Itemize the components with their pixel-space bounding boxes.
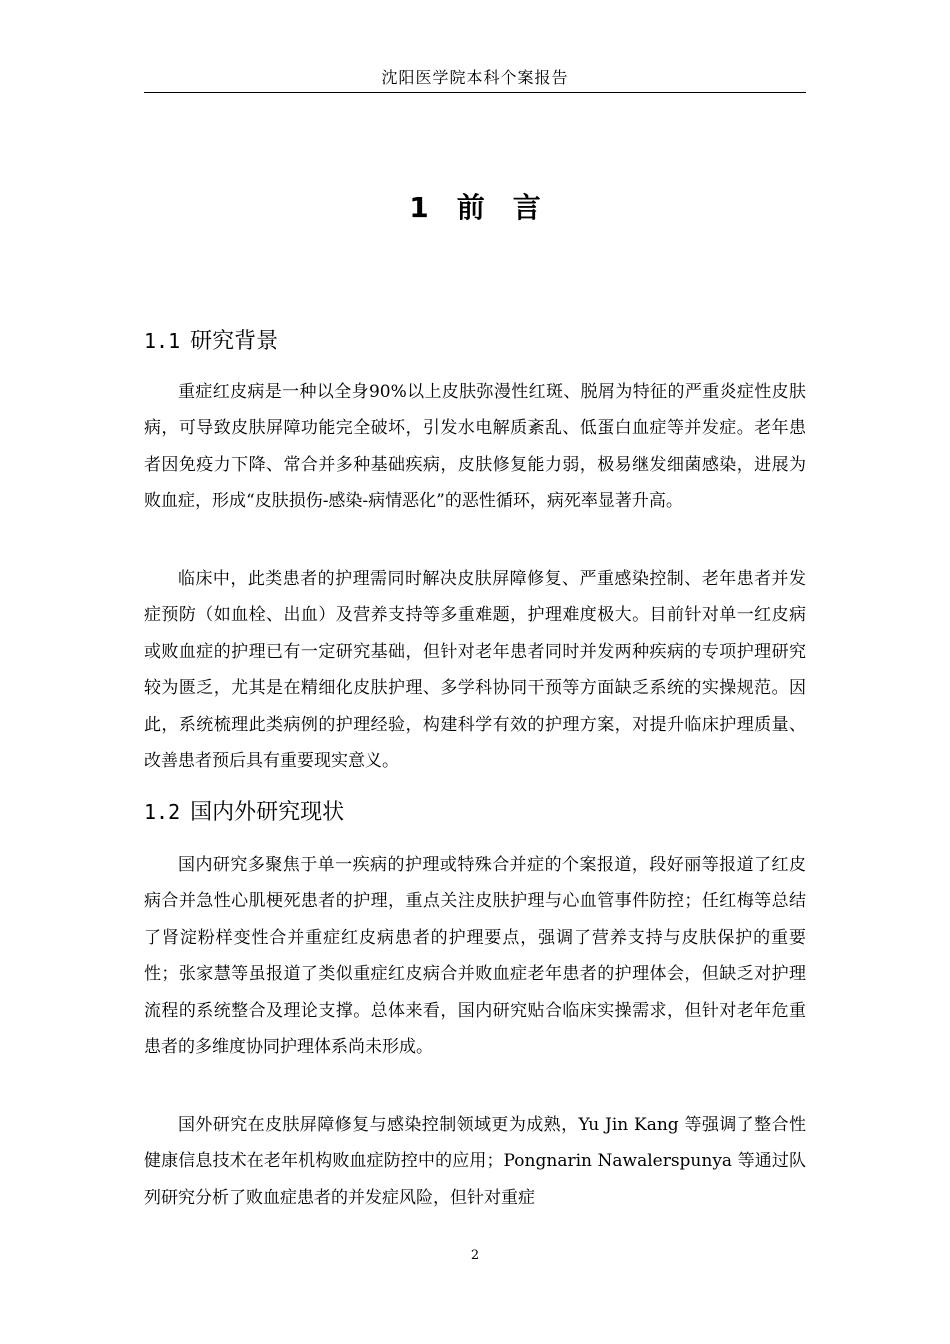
paragraph-status-foreign: 国外研究在皮肤屏障修复与感染控制领域更为成熟，Yu Jin Kang 等强调了整合性健康信息技术在老年机构败血症防控中的应用；Pongnarin Nawalerspunya 等通过队列研究分析了败血症患者的并发症风险，但针对重症 <box>144 1115 806 1208</box>
chapter-title: 1 前 言 <box>409 191 541 224</box>
section-number: 1.1 <box>144 329 181 353</box>
paragraph-background-2: 临床中，此类患者的护理需同时解决皮肤屏障修复、严重感染控制、老年患者并发症预防（如血栓、出血）及营养支持等多重难题，护理难度极大。目前针对单一红皮病或败血症的护理已有一定研究基础，但针对老年患者同时并发两种疾病的专项护理研究较为匮乏，尤其是在精细化皮肤护理、多学科协同干预等方面缺乏系统的实操规范。因此，系统梳理此类病例的护理经验，构建科学有效的护理方案，对提升临床护理质量、改善患者预后具有重要现实意义。 <box>144 569 806 772</box>
page-number: 2 <box>470 1248 480 1263</box>
section-number: 1.2 <box>144 800 181 824</box>
section-title: 国内外研究现状 <box>190 800 345 825</box>
section-title: 研究背景 <box>190 329 279 354</box>
paragraph-background-1: 重症红皮病是一种以全身90%以上皮肤弥漫性红斑、脱屑为特征的严重炎症性皮肤病，可导致皮肤屏障功能完全破坏，引发水电解质紊乱、低蛋白血症等并发症。老年患者因免疫力下降、常合并多种基础疾病，皮肤修复能力弱，极易继发细菌感染，进展为败血症，形成“皮肤损伤-感染-病情恶化”的恶性循环，病死率显著升高。 <box>144 382 806 512</box>
section-heading-1-1 <box>144 325 806 358</box>
header-rule <box>144 92 806 93</box>
running-header: 沈阳医学院本科个案报告 <box>381 68 569 87</box>
section-heading-1-2 <box>144 796 806 829</box>
paragraph-status-domestic: 国内研究多聚焦于单一疾病的护理或特殊合并症的个案报道，段好丽等报道了红皮病合并急性心肌梗死患者的护理，重点关注皮肤护理与心血管事件防控；任红梅等总结了肾淀粉样变性合并重症红皮病患者的护理要点，强调了营养支持与皮肤保护的重要性；张家慧等虽报道了类似重症红皮病合并败血症老年患者的护理体会，但缺乏对护理流程的系统整合及理论支撑。总体来看，国内研究贴合临床实操需求，但针对老年危重患者的多维度协同护理体系尚未形成。 <box>144 855 806 1058</box>
